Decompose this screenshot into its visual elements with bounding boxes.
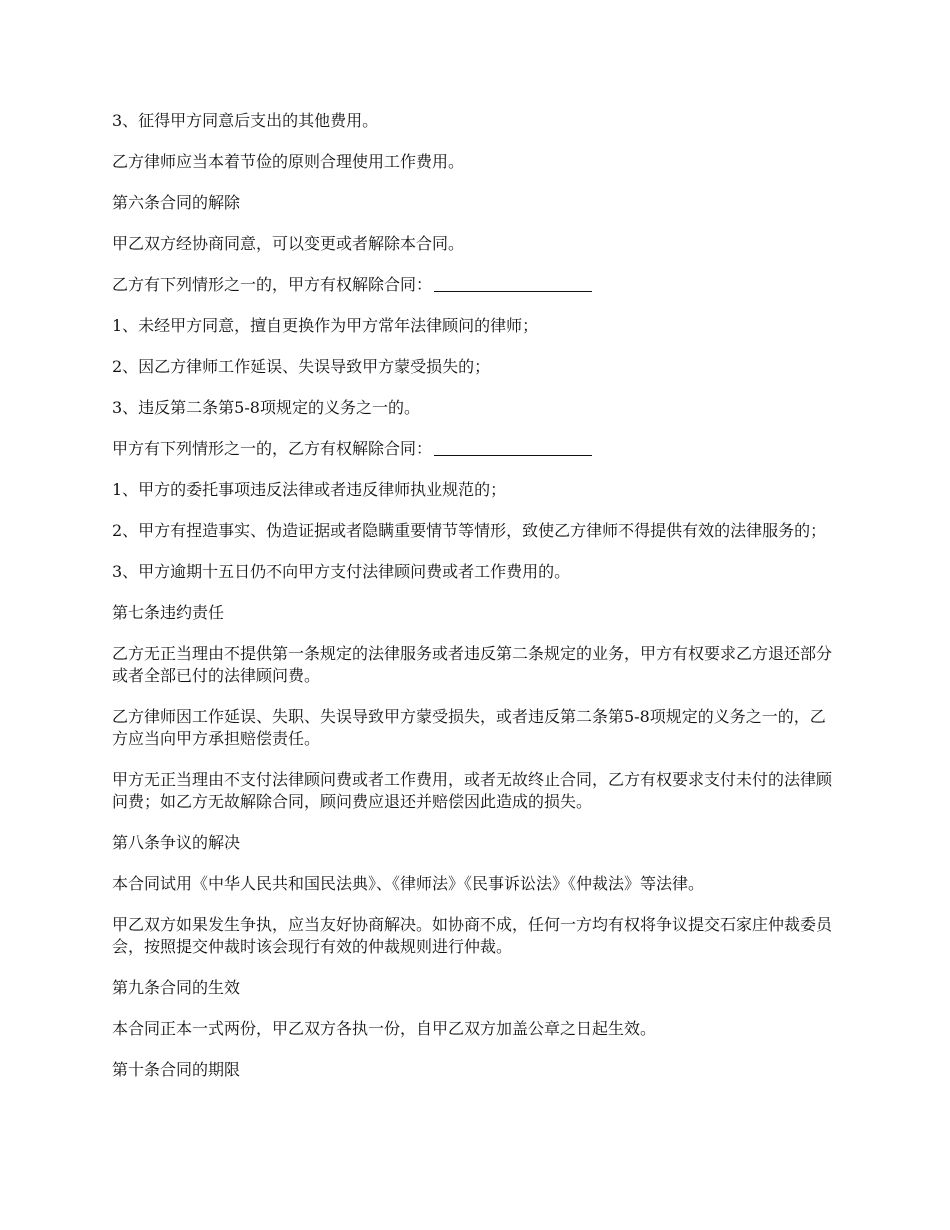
section-heading: 第九条合同的生效	[112, 978, 241, 997]
section-heading: 第十条合同的期限	[112, 1060, 241, 1079]
paragraph-text: 甲方有下列情形之一的，乙方有权解除合同：	[112, 439, 433, 458]
list-item: 3、甲方逾期十五日仍不向甲方支付法律顾问费或者工作费用的。	[112, 562, 571, 581]
paragraph: 甲乙双方经协商同意，可以变更或者解除本合同。	[112, 234, 465, 253]
paragraph: 本合同正本一式两份，甲乙双方各执一份，自甲乙双方加盖公章之日起生效。	[112, 1019, 657, 1038]
paragraph: 甲乙双方如果发生争执，应当友好协商解决。如协商不成，任何一方均有权将争议提交石家庄仲裁委员会，按照提交仲裁时该会现行有效的仲裁规则进行仲裁。	[112, 915, 833, 956]
list-item: 1、甲方的委托事项违反法律或者违反律师执业规范的；	[112, 480, 507, 499]
list-item: 2、甲方有捏造事实、伪造证据或者隐瞒重要情节等情形，致使乙方律师不得提供有效的法律服务的；	[112, 521, 827, 540]
list-item: 3、违反第二条第5-8项规定的义务之一的。	[112, 398, 420, 417]
paragraph-text: 乙方有下列情形之一的，甲方有权解除合同：	[112, 275, 433, 294]
paragraph: 甲方无正当理由不支付法律顾问费或者工作费用，或者无故终止合同，乙方有权要求支付未付的法律顾问费；如乙方无故解除合同，顾问费应退还并赔偿因此造成的损失。	[112, 770, 833, 811]
list-item: 2、因乙方律师工作延误、失误导致甲方蒙受损失的；	[112, 357, 491, 376]
paragraph: 乙方无正当理由不提供第一条规定的法律服务或者违反第二条规定的业务，甲方有权要求乙方退还部分或者全部已付的法律顾问费。	[112, 644, 833, 685]
paragraph: 乙方律师因工作延误、失职、失误导致甲方蒙受损失，或者违反第二条第5-8项规定的义务之一的，乙方应当向甲方承担赔偿责任。	[112, 707, 826, 748]
section-heading: 第七条违约责任	[112, 603, 225, 622]
section-heading: 第八条争议的解决	[112, 833, 241, 852]
list-item: 1、未经甲方同意，擅自更换作为甲方常年法律顾问的律师；	[112, 316, 539, 335]
section-heading: 第六条合同的解除	[112, 193, 241, 212]
paragraph: 3、征得甲方同意后支出的其他费用。	[112, 111, 379, 130]
fill-in-blank	[434, 275, 592, 292]
paragraph-with-blank	[112, 438, 838, 460]
paragraph: 乙方律师应当本着节俭的原则合理使用工作费用。	[112, 152, 465, 171]
paragraph: 本合同试用《中华人民共和国民法典》、《律师法》《民事诉讼法》《仲裁法》等法律。	[112, 874, 705, 893]
fill-in-blank	[434, 439, 592, 456]
paragraph-with-blank	[112, 274, 838, 296]
